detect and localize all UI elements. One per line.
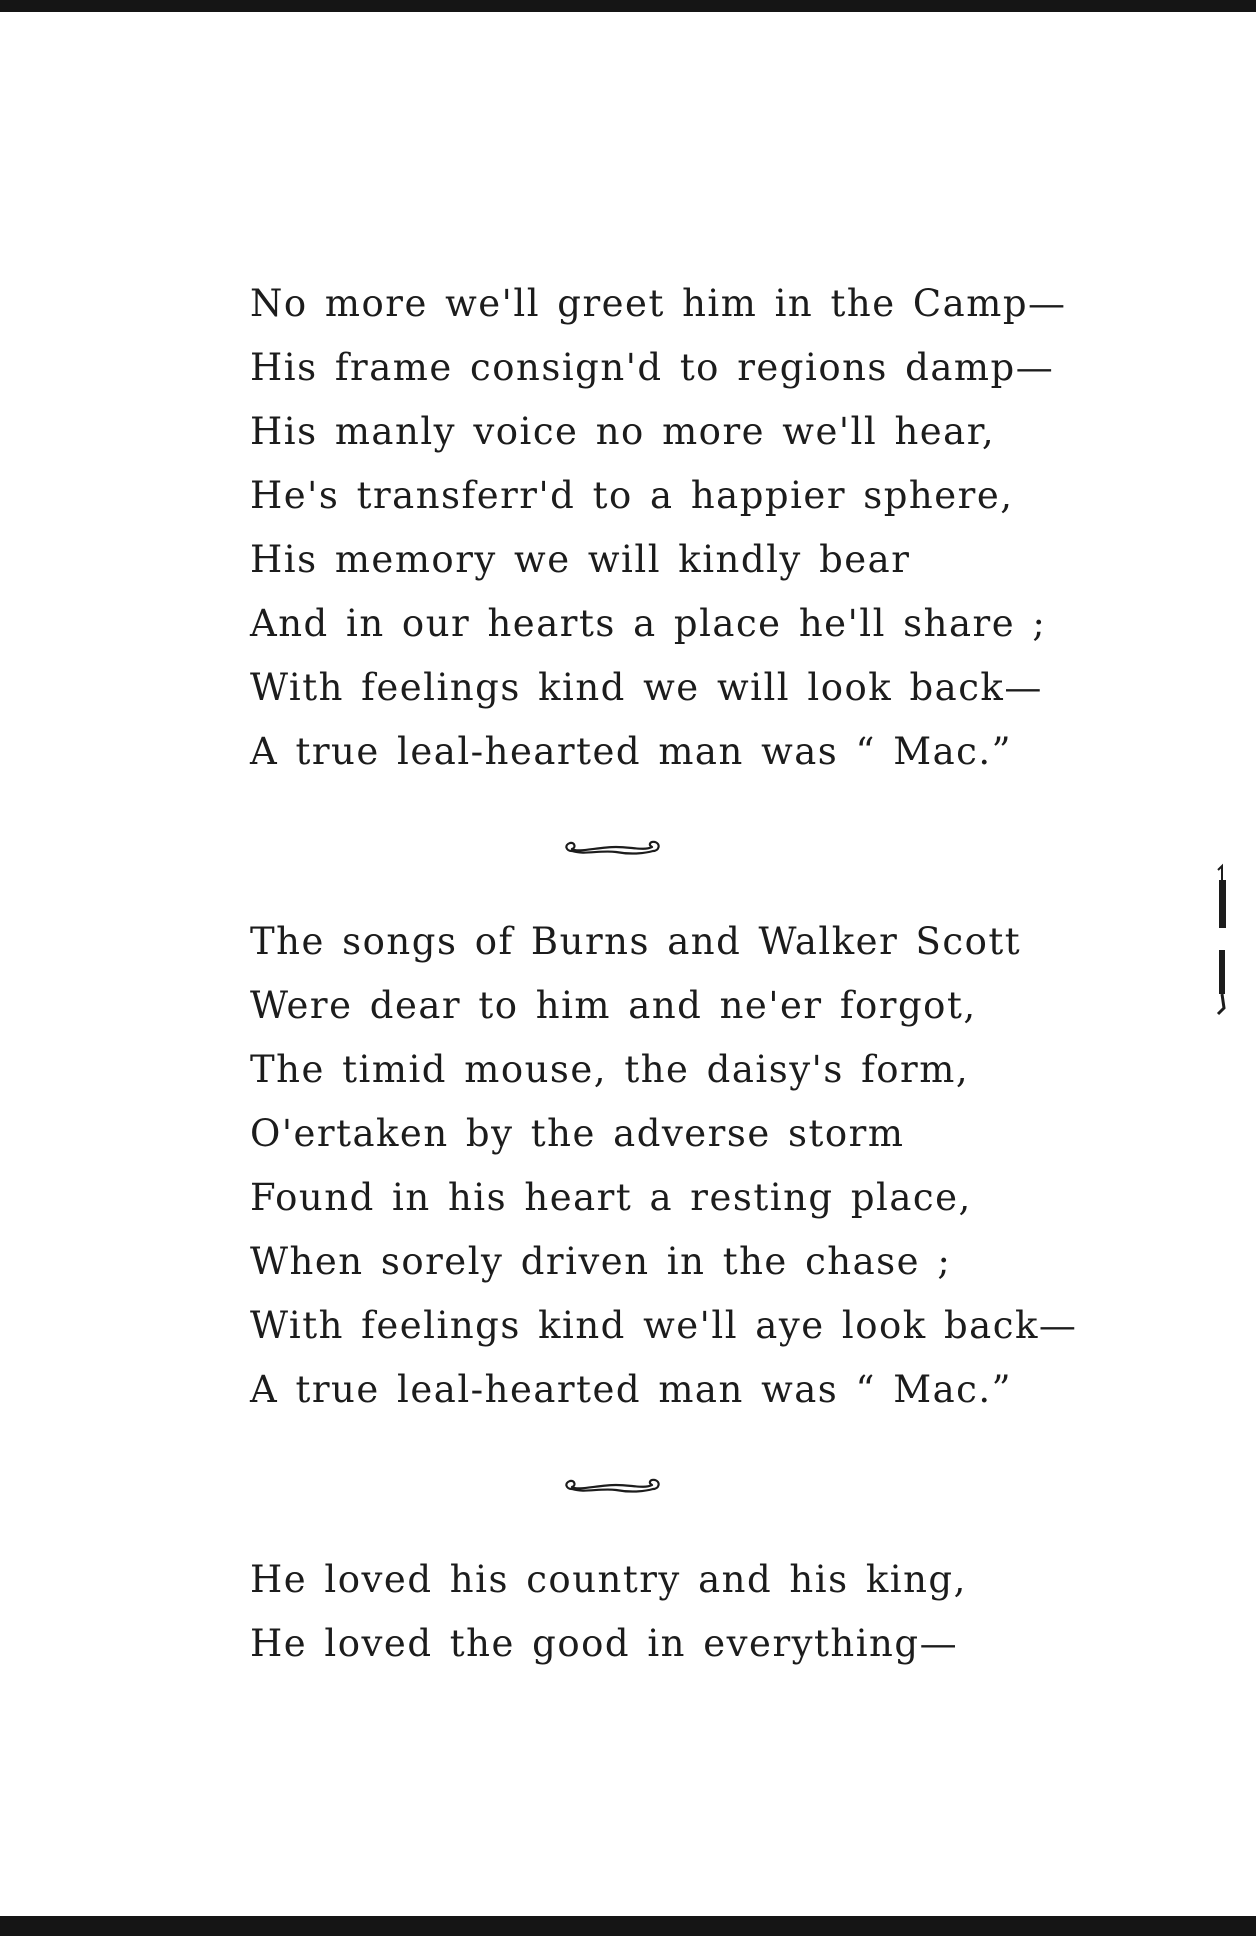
scroll-flourish-icon xyxy=(250,784,1070,910)
stanza-3 xyxy=(250,1548,1070,1676)
poem-line: His memory we will kindly bear xyxy=(250,538,911,581)
poem-line: And in our hearts a place he'll share ; xyxy=(250,602,1047,645)
poem-line: When sorely driven in the chase ; xyxy=(250,1240,952,1283)
stanza-2 xyxy=(250,910,1078,1422)
poem-line: The songs of Burns and Walker Scott xyxy=(250,920,1022,963)
poem-line: His frame consign'd to regions damp— xyxy=(250,346,1055,389)
poem-line: With feelings kind we will look back— xyxy=(250,666,1043,709)
bottom-scan-border xyxy=(0,1916,1256,1936)
poem-line: His manly voice no more we'll hear, xyxy=(250,410,996,453)
poem-line: A true leal-hearted man was “ Mac.” xyxy=(250,730,1013,773)
poem-line: The timid mouse, the daisy's form, xyxy=(250,1048,970,1091)
top-scan-border xyxy=(0,0,1256,12)
margin-bracket-mark xyxy=(1212,858,1232,1018)
poem-line: He loved the good in everything— xyxy=(250,1622,959,1665)
scroll-flourish-icon xyxy=(250,1422,1070,1548)
poem-line: O'ertaken by the adverse storm xyxy=(250,1112,905,1155)
poem-line: Found in his heart a resting place, xyxy=(250,1176,972,1219)
poem-line: No more we'll greet him in the Camp— xyxy=(250,282,1067,325)
poem-line: With feelings kind we'll aye look back— xyxy=(250,1304,1078,1347)
poem-line: He loved his country and his king, xyxy=(250,1558,967,1601)
poem-line: Were dear to him and ne'er forgot, xyxy=(250,984,977,1027)
stanza-1 xyxy=(250,272,1070,784)
poem-line: He's transferr'd to a happier sphere, xyxy=(250,474,1014,517)
poem xyxy=(250,272,1078,1676)
poem-line: A true leal-hearted man was “ Mac.” xyxy=(250,1368,1013,1411)
